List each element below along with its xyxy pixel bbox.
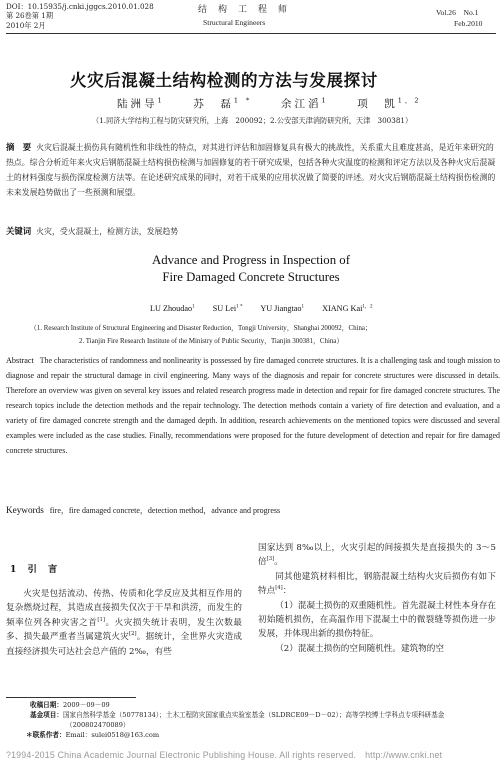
intro-continued: 国家达到 8‰以上，火灾引起的间接损失是直接损失的 3～5倍[3]。 bbox=[258, 543, 496, 568]
author-en: XIANG Kai$^{1,2}$ bbox=[322, 303, 373, 313]
section-1-heading: 1 引 言 bbox=[10, 564, 59, 575]
damage-features-intro: 同其他建筑材料相比，钢筋混凝土结构火灾后损伤有如下特点[4]： bbox=[258, 571, 496, 597]
footnote-received: 收稿日期：2009－09－09 bbox=[30, 701, 110, 709]
authors-en bbox=[150, 304, 373, 313]
journal-name-cn: 结 构 工 程 师 bbox=[198, 5, 289, 15]
header-rule bbox=[6, 33, 496, 34]
author-cn: 余江滔$^1$ bbox=[280, 96, 329, 110]
author-en: SU Lei$^{1 *}$ bbox=[212, 303, 243, 313]
paper-title-en-line1: Advance and Progress in Inspection of bbox=[152, 253, 350, 267]
abstract-cn bbox=[6, 140, 500, 200]
abstract-en bbox=[6, 353, 500, 458]
volume-cn: 第 26卷第 1期 bbox=[6, 11, 54, 20]
right-column bbox=[258, 541, 496, 656]
intro-paragraph: 火灾是包括流动、传热、传质和化学反应及其相互作用的复杂燃烧过程，其造成直接损失仅次于干旱和洪涝，而发生的频率位列各种灾害之首[1]。火灾损失统计表明，发生次数最多、损失最严重者当属建筑火灾[2]。据统计，全世界火灾造成直接经济损失可达社会总产值的 2‰，有些 bbox=[6, 589, 242, 657]
copyright-line: ?1994-2015 China Academic Journal Electronic Publishing House. All rights reserved. http://www.cnki.net bbox=[6, 750, 443, 760]
abstract-en-text: The characteristics of randomness and nonlinearity is possessed by fire damaged concrete structures. It is a challenging task and tough mission to diagnose and repair the structural damage in civil engineering. Many ways of the diagnosis and repair for concrete structures were discussed in details. Therefore an overview was given on several key issues and related research progress made in detection and repair for fire damaged concrete structures. The research topics include the detection methods and the repair technology. The detection methods contain a variety of fire detection and evaluation, and a variety of fire damaged concrete strength and the damaged depth. In addition, research achievements on the mentioned topics were discussed and several examples were included as the case studies. Finally, recommendations were proposed for the future development of detection and repair for fire damaged concrete structures. bbox=[6, 356, 500, 455]
citation: [1] bbox=[97, 616, 105, 623]
damage-feature-1: （1）混凝土损伤的双重随机性。首先混凝土材性本身存在初始随机损伤，在高温作用下混凝土中的微裂缝等损伤进一步发展，并体现出新的损伤特征。 bbox=[258, 600, 496, 640]
damage-feature-2: （2）混凝土损伤的空间随机性。建筑物的空 bbox=[275, 643, 444, 654]
keywords-en-text: fire，fire damaged concrete，detection method，advance and progress bbox=[49, 506, 281, 515]
keywords-cn-label: 关键词 bbox=[6, 226, 32, 236]
date-en: Feb.2010 bbox=[454, 19, 483, 28]
author-cn: 苏 磊$^{1 *}$ bbox=[193, 96, 253, 110]
footnote-rule bbox=[6, 697, 136, 698]
affiliation-cn: （1.同济大学结构工程与防灾研究所，上海 200092；2.公安部天津消防研究所，天津 300381） bbox=[92, 116, 413, 125]
paper-title-cn: 火灾后混凝土结构检测的方法与发展探讨 bbox=[70, 71, 378, 90]
paper-title-en bbox=[0, 252, 502, 286]
author-cn: 项 凯$^{1,2}$ bbox=[357, 96, 422, 110]
volume-en: Vol.26 No.1 bbox=[436, 8, 479, 17]
authors-cn bbox=[117, 96, 422, 111]
author-cn: 陆洲导$^1$ bbox=[117, 96, 165, 110]
affiliation-en-line2: 2. Tianjin Fire Research Institute of the Ministry of Public Security，Tianjin 300381，China） bbox=[79, 338, 344, 345]
affiliation-en-line1: （1. Research Institute of Structural Engineering and Disaster Reduction，Tongji University，Shanghai 200092，China； bbox=[30, 325, 372, 332]
abstract-en-label: Abstract bbox=[6, 356, 34, 365]
citation: [2] bbox=[129, 631, 137, 638]
citation: [4] bbox=[275, 585, 283, 592]
keywords-cn bbox=[6, 225, 178, 237]
paper-title-en-line2: Fire Damaged Concrete Structures bbox=[162, 270, 340, 284]
author-en: LU Zhoudao$^1$ bbox=[150, 303, 195, 313]
footnote bbox=[26, 700, 490, 740]
footnote-contact: ＊联系作者：Email：sulei0518@163.com bbox=[26, 731, 160, 739]
journal-name-en: Structural Engineers bbox=[203, 18, 266, 27]
date-cn: 2010年 2月 bbox=[6, 21, 46, 30]
doi-line: DOI：10.15935/j.cnki.jggcs.2010.01.028 bbox=[6, 2, 154, 11]
keywords-cn-text: 火灾，受火混凝土，检测方法，发展趋势 bbox=[36, 227, 179, 236]
abstract-cn-text: 火灾后混凝土损伤具有随机性和非线性的特点，对其进行评估和加固修复具有极大的挑战性，关系重大且难度甚高，是近年来研究的热点。综合分析近年来火灾后钢筋混凝土结构损伤检测与加固修复的若干研究成果，包括各种火灾温度的检测和评定方法以及各种火灾后混凝土的材料强度与损伤深度检测方法等。在论述研究成果的同时，对若干成果的应用状况做了简要的评述。对火灾后钢筋混凝土结构损伤检测的未来发展趋势做出了一些预测和展望。 bbox=[6, 143, 496, 197]
footnote-fund: 基金项目：国家自然科学基金（50778134）；土木工程防灾国家重点实验室基金（SLDRCE09－D－02）；高等学校博士学科点专项科研基金（200802470089） bbox=[30, 711, 445, 729]
left-column bbox=[6, 587, 242, 659]
citation: [3] bbox=[266, 556, 275, 563]
abstract-cn-label: 摘 要 bbox=[6, 142, 32, 152]
author-en: YU Jiangtao$^1$ bbox=[260, 303, 305, 313]
keywords-en bbox=[6, 505, 280, 516]
keywords-en-label: Keywords bbox=[6, 505, 44, 515]
